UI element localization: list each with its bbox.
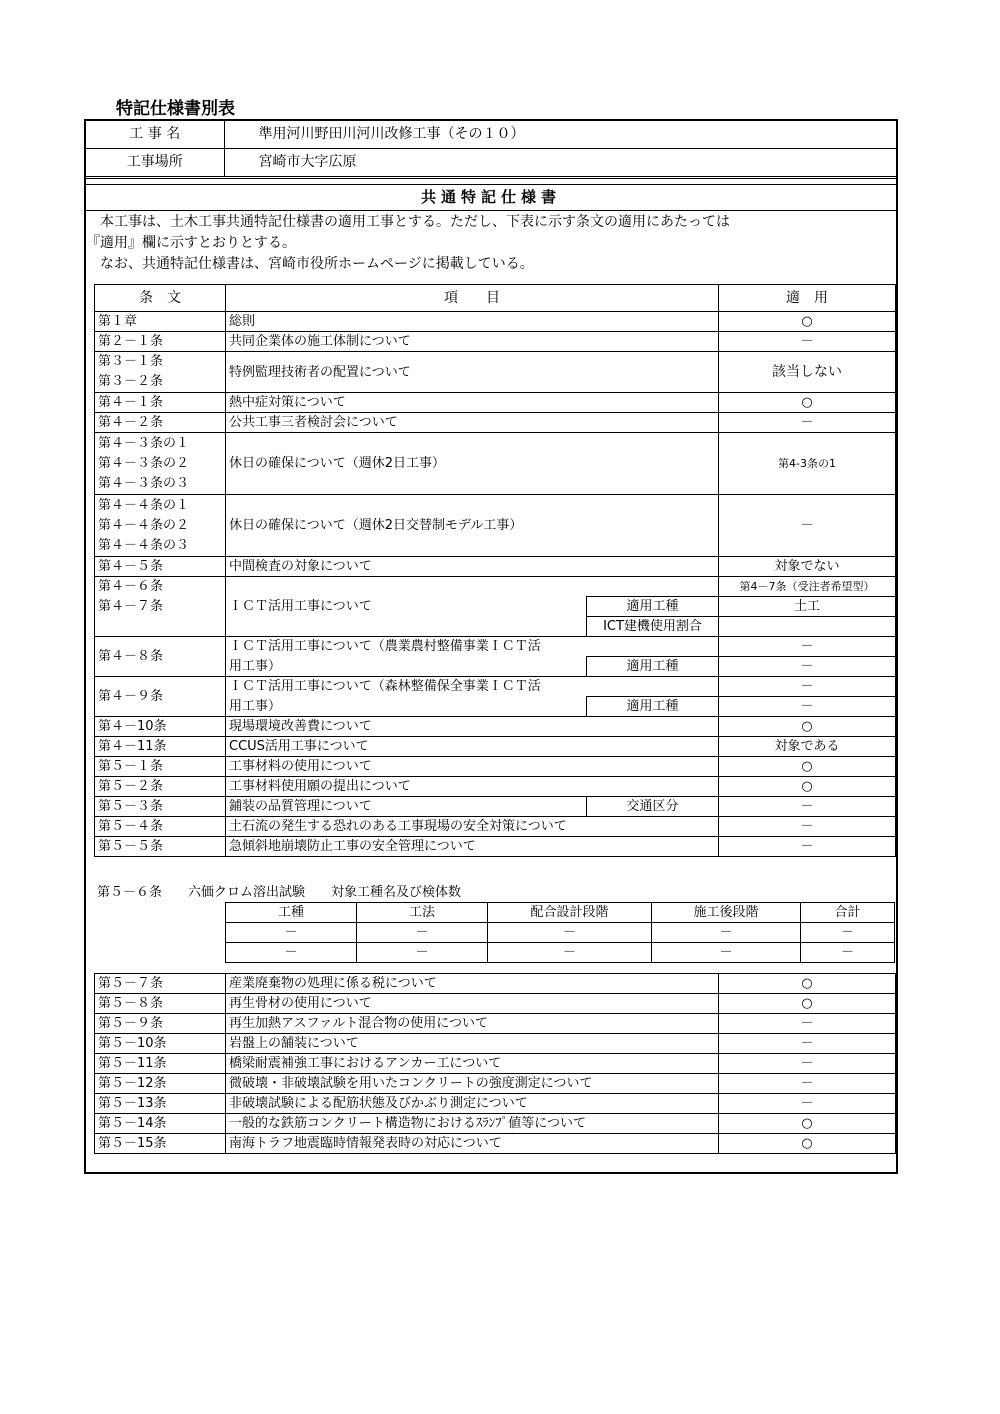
table-row: ICT建機使用割合: [95, 617, 896, 637]
table-row: 第５－12条 微破壊・非破壊試験を用いたコンクリートの強度測定について －: [95, 1074, 896, 1094]
table-row: 第５－14条 一般的な鉄筋コンクリート構造物におけるｽﾗﾝﾌﾟ値等について ○: [95, 1114, 896, 1134]
intro-line: なお、共通特記仕様書は、宮崎市役所ホームページに掲載している。: [86, 256, 534, 272]
project-name-value: 準用河川野田川河川改修工事（その１０）: [224, 121, 896, 149]
table-row: 第５－４条 土石流の発生する恐れのある工事現場の安全対策について －: [95, 817, 896, 837]
project-place-label: 工事場所: [86, 149, 224, 177]
table-row: 第４－９条 ＩＣＴ活用工事について（森林整備保全事業ＩＣＴ活 －: [95, 677, 896, 697]
table-row: 第４－３条の１ 第４－３条の２ 第４－３条の３ 休日の確保について（週休2日工事） 第4-3条の1: [95, 433, 896, 495]
table-row: 第５－２条 工事材料使用願の提出について ○: [95, 777, 896, 797]
hex-header: 工種: [226, 903, 357, 923]
table-row: － － － － －: [226, 923, 895, 943]
project-info-table: [86, 121, 896, 177]
spec-table-lower: [94, 973, 896, 1154]
table-row: 第４－２条 公共工事三者検討会について －: [95, 413, 896, 433]
table-row: 第２－１条 共同企業体の施工体制について －: [95, 332, 896, 352]
table-row: 第４－10条 現場環境改善費について ○: [95, 717, 896, 737]
table-row: 第５－11条 橋梁耐震補強工事におけるアンカー工について －: [95, 1054, 896, 1074]
table-row: 第５－５条 急傾斜地崩壊防止工事の安全管理について －: [95, 837, 896, 857]
table-row: 第５－８条 再生骨材の使用について ○: [95, 994, 896, 1014]
table-row: 第４－11条 CCUS活用工事について 対象である: [95, 737, 896, 757]
hex-header: 配合設計段階: [488, 903, 652, 923]
table-row: 第５－１条 工事材料の使用について ○: [95, 757, 896, 777]
header-item: 項 目: [226, 285, 719, 312]
intro-text: [86, 212, 896, 275]
project-place-value: 宮崎市大字広原: [224, 149, 896, 177]
table-row: 第４－５条 中間検査の対象について 対象でない: [95, 557, 896, 577]
hex-header: 施工後段階: [652, 903, 801, 923]
table-row: 第５－15条 南海トラフ地震臨時情報発表時の対応について ○: [95, 1134, 896, 1154]
table-row: 第３－１条 第３－２条 特例監理技術者の配置について 該当しない: [95, 352, 896, 393]
hexavalent-chromium-note: 第５－６条 六価クロム溶出試験 対象工種名及び検体数: [97, 885, 462, 900]
hex-header: 合計: [801, 903, 895, 923]
hex-header: 工法: [357, 903, 488, 923]
table-row: 第５－10条 岩盤上の舗装について －: [95, 1034, 896, 1054]
table-row: 第４－６条 第４－７条 ＩＣＴ活用工事について 第4－7条（受注者希望型）: [95, 577, 896, 597]
hexavalent-chromium-table: [225, 902, 895, 963]
intro-line: 本工事は、土木工事共通特記仕様書の適用工事とする。ただし、下表に示す条文の適用にあたっては: [86, 214, 730, 230]
table-row: 第５－３条 鋪装の品質管理について 交通区分 －: [95, 797, 896, 817]
table-row: 第１章 総則 ○: [95, 312, 896, 332]
document-title: 特記仕様書別表: [116, 99, 235, 119]
table-row: 用工事） 適用工種 －: [95, 697, 896, 717]
spec-table: [94, 284, 896, 857]
table-row: 第４－８条 ＩＣＴ活用工事について（農業農村整備事業ＩＣＴ活 －: [95, 637, 896, 657]
table-row: 第４－４条の１ 第４－４条の２ 第４－４条の３ 休日の確保について（週休2日交替制モデル工事） －: [95, 495, 896, 557]
header-apply: 適 用: [719, 285, 896, 312]
table-row: 第５－９条 再生加熱アスファルト混合物の使用について －: [95, 1014, 896, 1034]
table-row: 第５－13条 非破壊試験による配筋状態及びかぶり測定について －: [95, 1094, 896, 1114]
spec-frame: [84, 119, 898, 1174]
table-row: － － － － －: [226, 943, 895, 963]
table-row: 適用工種 土工: [95, 597, 896, 617]
table-row: 第４－１条 熱中症対策について ○: [95, 393, 896, 413]
section-title: 共通特記仕様書: [86, 184, 896, 211]
project-name-label: 工 事 名: [86, 121, 224, 149]
table-row: 第５－７条 産業廃棄物の処理に係る税について ○: [95, 974, 896, 994]
intro-line: 『適用』欄に示すとおりとする。: [86, 235, 296, 251]
header-article: 条 文: [95, 285, 226, 312]
table-row: 用工事） 適用工種 －: [95, 657, 896, 677]
